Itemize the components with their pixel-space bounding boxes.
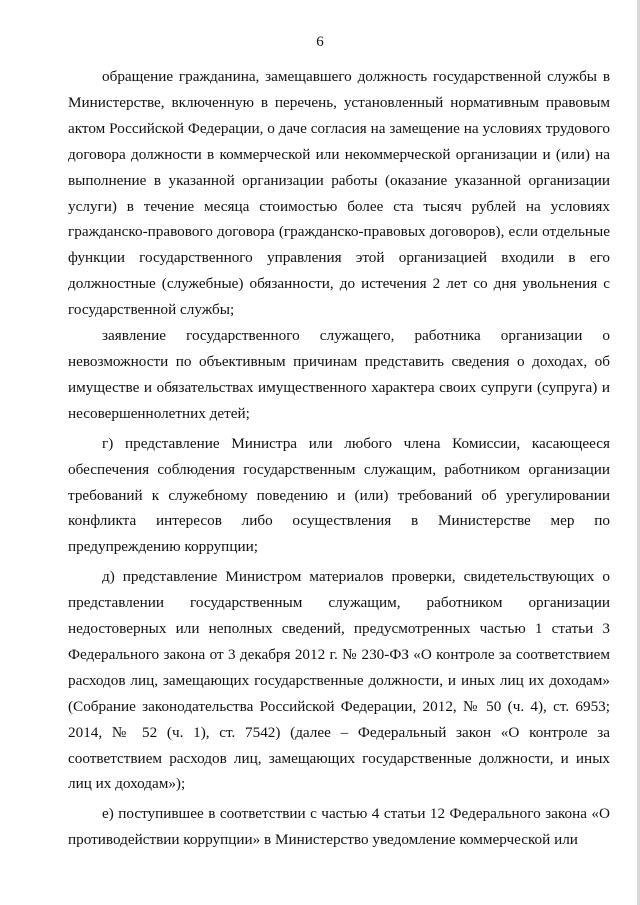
document-body [68,64,610,853]
page-number: 6 [316,34,324,50]
paragraph-g-minister-submission: г) представление Министра или любого члена Комиссии, касающееся обеспечения соблюдения государственным служащим, работником организации требований к служебному поведению и (или) требований об урегулировании конфликта интересов либо осуществления в Министерстве мер по предупреждению коррупции; [68,434,610,556]
paragraph-e-notification: е) поступившее в соответствии с частью 4 статьи 12 Федерального закона «О противодействии коррупции» в Министерство уведомление коммерческой или [68,805,610,849]
paragraph-d-verification-materials: д) представление Министром материалов проверки, свидетельствующих о представлении государственным служащим, работником организации недостоверных или неполных сведений, предусмотренных частью 1 статьи 3 Федерального закона от 3 декабря 2012 г. № 230-ФЗ «О контроле за соответствием расходов лиц, замещающих государственные должности, и иных лиц их доходам» (Собрание законодательства Российской Федерации, 2012, № 50 (ч. 4), ст. 6953; 2014, № 52 (ч. 1), ст. 7542) (далее – Федеральный закон «О контроле за соответствием расходов лиц, замещающих государственные должности, и иных лиц их доходам»); [68,568,610,793]
paragraph-appeal-former-official: обращение гражданина, замещавшего должность государственной службы в Министерстве, включенную в перечень, установленный нормативным правовым актом Российской Федерации, о даче согласия на замещение на условиях трудового договора должности в коммерческой или некоммерческой организации и (или) на выполнение в указанной организации работы (оказание указанной организации услуги) в течение месяца стоимостью более ста тысяч рублей на условиях гражданско-правового договора (гражданско-правовых договоров), если отдельные функции государственного управления этой организацией входили в его должностные (служебные) обязанности, до истечения 2 лет со дня увольнения с государственной службы; [68,68,610,319]
paragraph-statement-impossibility: заявление государственного служащего, работника организации о невозможности по объективным причинам представить сведения о доходах, об имуществе и обязательствах имущественного характера своих супруги (супруга) и несовершеннолетних детей; [68,327,610,422]
